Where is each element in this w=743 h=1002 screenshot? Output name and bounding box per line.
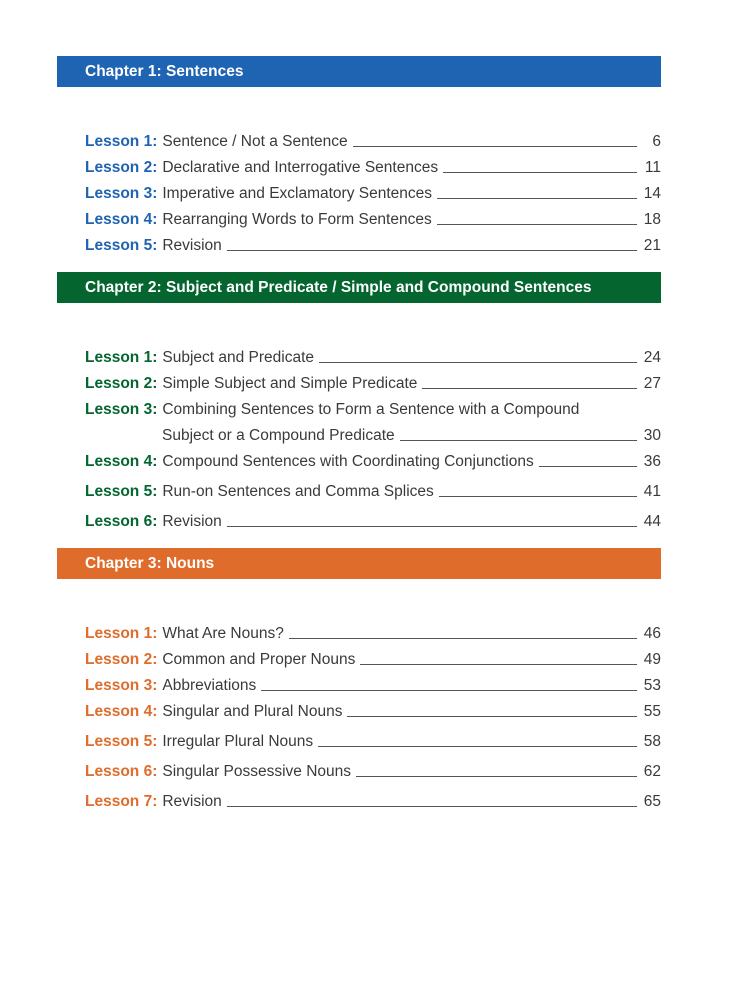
lesson-title: Common and Proper Nouns <box>162 651 356 668</box>
toc-entry[interactable] <box>85 184 661 204</box>
lesson-title: Revision <box>162 793 222 810</box>
toc-entry[interactable] <box>85 374 661 394</box>
chapter-3-header <box>57 548 661 579</box>
page-number: 46 <box>643 625 661 642</box>
toc-entry[interactable] <box>85 624 661 644</box>
dot-leader <box>356 776 637 777</box>
lesson-title: Run-on Sentences and Comma Splices <box>162 483 434 500</box>
page-number: 36 <box>643 453 661 470</box>
toc-entry[interactable] <box>85 792 661 812</box>
dot-leader <box>437 224 637 225</box>
dot-leader <box>422 388 637 389</box>
toc-entry[interactable] <box>85 676 661 696</box>
lesson-title: What Are Nouns? <box>162 625 284 642</box>
lesson-label: Lesson 3: <box>85 401 158 418</box>
toc-entry[interactable] <box>85 348 661 368</box>
toc-entry[interactable] <box>85 482 661 502</box>
lesson-title: Declarative and Interrogative Sentences <box>162 159 439 176</box>
chapter-1 <box>57 56 661 254</box>
lesson-title: Singular and Plural Nouns <box>162 703 343 720</box>
toc-entry[interactable] <box>85 210 661 230</box>
dot-leader <box>318 746 637 747</box>
lesson-title-line2: Subject or a Compound Predicate <box>162 427 395 444</box>
toc-entry[interactable] <box>85 650 661 670</box>
chapter-2-title: Chapter 2: Subject and Predicate / Simple and Compound Sentences <box>85 278 592 296</box>
lesson-label: Lesson 1: <box>85 625 158 642</box>
dot-leader <box>443 172 637 173</box>
lesson-title: Abbreviations <box>162 677 257 694</box>
lesson-title: Combining Sentences to Form a Sentence with a Compound <box>162 401 580 418</box>
page-number: 41 <box>643 483 661 500</box>
dot-leader <box>439 496 637 497</box>
toc-entry[interactable] <box>85 452 661 472</box>
lesson-label: Lesson 3: <box>85 185 158 202</box>
dot-leader <box>539 466 637 467</box>
page-number: 58 <box>643 733 661 750</box>
chapter-3 <box>57 548 661 810</box>
page-number: 65 <box>643 793 661 810</box>
toc-entry[interactable] <box>85 236 661 256</box>
lesson-title: Sentence / Not a Sentence <box>162 133 348 150</box>
page-number: 11 <box>644 159 661 176</box>
dot-leader <box>227 526 637 527</box>
chapter-3-title: Chapter 3: Nouns <box>85 554 215 572</box>
lesson-label: Lesson 5: <box>85 483 158 500</box>
lesson-label: Lesson 2: <box>85 651 158 668</box>
lesson-label: Lesson 4: <box>85 453 158 470</box>
lesson-label: Lesson 4: <box>85 703 158 720</box>
dot-leader <box>319 362 637 363</box>
dot-leader <box>353 146 637 147</box>
page-number: 18 <box>643 211 661 228</box>
lesson-label: Lesson 2: <box>85 375 158 392</box>
lesson-title: Imperative and Exclamatory Sentences <box>162 185 433 202</box>
lesson-title: Compound Sentences with Coordinating Conjunctions <box>162 453 534 470</box>
dot-leader <box>360 664 637 665</box>
toc-entry[interactable] <box>85 132 661 152</box>
lesson-title: Subject and Predicate <box>162 349 315 366</box>
page-number: 62 <box>643 763 661 780</box>
toc-entry[interactable] <box>85 762 661 782</box>
lesson-title: Simple Subject and Simple Predicate <box>162 375 418 392</box>
lesson-label: Lesson 6: <box>85 763 158 780</box>
toc-entry[interactable] <box>85 512 661 532</box>
page-number: 24 <box>643 349 661 366</box>
lesson-title: Irregular Plural Nouns <box>162 733 314 750</box>
dot-leader <box>261 690 637 691</box>
lesson-label: Lesson 2: <box>85 159 158 176</box>
lesson-label: Lesson 5: <box>85 237 158 254</box>
dot-leader <box>227 250 637 251</box>
chapter-2 <box>57 272 661 530</box>
dot-leader <box>289 638 637 639</box>
lesson-label: Lesson 5: <box>85 733 158 750</box>
dot-leader <box>437 198 637 199</box>
toc-entry[interactable] <box>85 158 661 178</box>
chapter-2-header <box>57 272 661 303</box>
page-number: 14 <box>643 185 661 202</box>
dot-leader <box>400 440 637 441</box>
lesson-title: Revision <box>162 513 222 530</box>
page-number: 44 <box>643 513 661 530</box>
toc-entry[interactable] <box>85 732 661 752</box>
lesson-title: Revision <box>162 237 222 254</box>
lesson-title: Singular Possessive Nouns <box>162 763 352 780</box>
lesson-title: Rearranging Words to Form Sentences <box>162 211 432 228</box>
dot-leader <box>347 716 637 717</box>
lesson-label: Lesson 3: <box>85 677 158 694</box>
lesson-label: Lesson 7: <box>85 793 158 810</box>
page-number: 53 <box>643 677 661 694</box>
lesson-label: Lesson 4: <box>85 211 158 228</box>
chapter-1-header <box>57 56 661 87</box>
page-number: 49 <box>643 651 661 668</box>
page-number: 30 <box>643 427 661 444</box>
page-number: 55 <box>643 703 661 720</box>
dot-leader <box>227 806 637 807</box>
toc-entry[interactable] <box>85 702 661 722</box>
lesson-label: Lesson 1: <box>85 133 158 150</box>
chapter-1-title: Chapter 1: Sentences <box>85 62 244 80</box>
page-number: 6 <box>652 133 661 150</box>
lesson-label: Lesson 6: <box>85 513 158 530</box>
page-number: 21 <box>643 237 661 254</box>
lesson-label: Lesson 1: <box>85 349 158 366</box>
page-number: 27 <box>643 375 661 392</box>
toc-entry[interactable] <box>85 400 661 446</box>
